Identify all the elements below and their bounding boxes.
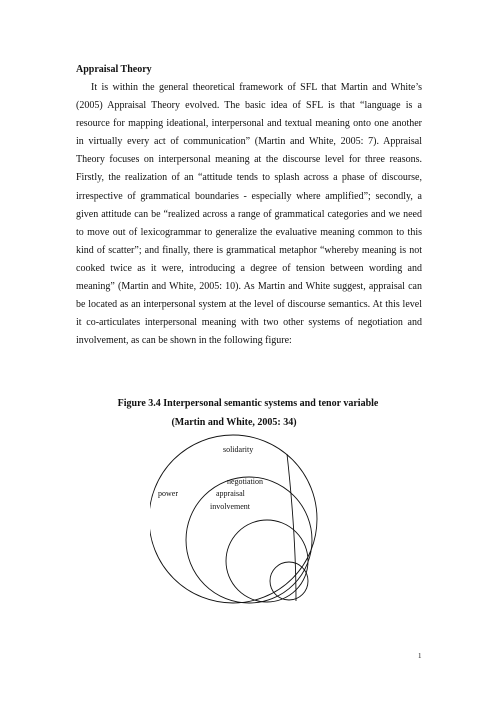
label-solidarity: solidarity [223,445,254,454]
label-negotiation: negotiation [227,477,263,486]
negotiation-circle [186,477,312,603]
figure-title: Figure 3.4 Interpersonal semantic systems and tenor variable [117,398,379,409]
section-heading: Appraisal Theory [76,64,152,75]
label-appraisal: appraisal [216,489,245,498]
figure-source: (Martin and White, 2005: 34) [171,417,297,428]
label-power: power [158,489,178,498]
page-number: 1 [418,652,422,660]
tenor-outer-circle [150,435,317,603]
interpersonal-systems-diagram [150,433,320,605]
body-paragraph: It is within the general theoretical framework of SFL that Martin and White’s (2005) Appraisal Theory evolved. The basic idea of SFL is that “language is a resource for mapping ideational, interpersonal and textual meaning onto one another in virtually every act of communication” (Martin and White, 2005: 7). Appraisal Theory focuses on interpersonal meaning at the discourse level for three reasons. Firstly, the realization of an “attitude tends to splash across a phase of discourse, irrespective of grammatical boundaries - especially where amplified”; secondly, a given attitude can be “realized across a range of grammatical categories and we need to move out of lexicogrammar to generalize the evaluative meaning common to this kind of scatter”; and finally, there is grammatical metaphor “whereby meaning is not cooked twice as it were, introducing a degree of tension between wording and meaning” (Martin and White, 2005: 10). As Martin and White suggest, appraisal can be located as an interpersonal system at the level of discourse semantics. At this level it co-articulates interpersonal meaning with two other systems of negotiation and involvement, as can be shown in the following figure: [76,82,422,347]
label-involvement: involvement [210,502,250,511]
